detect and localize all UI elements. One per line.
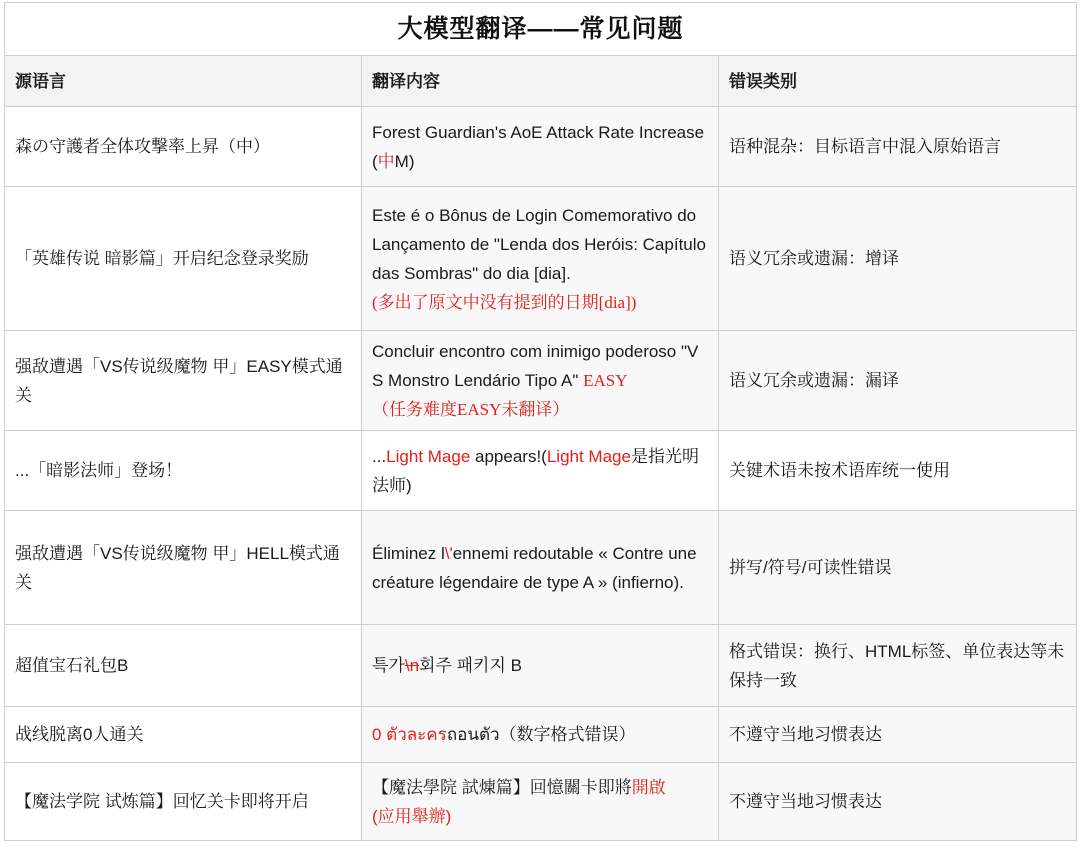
translation-text: ถอนตัว（数字格式错误） xyxy=(446,725,636,744)
translation-text: Éliminez l xyxy=(372,543,445,563)
table-row xyxy=(5,107,1077,187)
highlighted-error-text: ) xyxy=(445,806,452,826)
translation-text: M) xyxy=(394,151,415,171)
highlighted-error-text: 0 ตัวละคร xyxy=(372,725,447,744)
table-row xyxy=(5,625,1077,707)
table-row xyxy=(5,331,1077,431)
translation-text: Este é o Bônus de Login Comemorativo do Lançamento de "Lenda dos Heróis: Capítulo das Sombras" do dia [dia]. xyxy=(372,205,706,283)
highlighted-error-text: (多出了原文中没有提到的日期[dia]) xyxy=(372,292,637,312)
source-text-cell: 强敌遭遇「VS传说级魔物 甲」HELL模式通关 xyxy=(5,511,362,625)
error-category-cell: 拼写/符号/可读性错误 xyxy=(719,511,1077,625)
source-text-cell: 「英雄传说 暗影篇」开启纪念登录奖励 xyxy=(5,187,362,331)
highlighted-error-text: \' xyxy=(444,543,453,563)
faq-table xyxy=(4,2,1077,841)
translation-text: appears!( xyxy=(470,446,547,466)
highlighted-error-text: (应用 xyxy=(372,806,412,826)
translation-cell xyxy=(362,625,719,707)
translation-cell xyxy=(362,707,719,763)
highlighted-error-text: 舉辦 xyxy=(411,806,446,826)
source-text-cell: 森の守護者全体攻撃率上昇（中） xyxy=(5,107,362,187)
table-row xyxy=(5,431,1077,511)
highlighted-error-text: 開啟 xyxy=(631,777,666,797)
translation-text: Concluir encontro com inimigo poderoso "VS Monstro Lendário Tipo A" xyxy=(372,342,699,390)
translation-text: ennemi redoutable « Contre une créature légendaire de type A » (infierno). xyxy=(372,543,697,592)
translation-text: Forest Guardian's AoE Attack Rate Increase ( xyxy=(372,122,705,171)
highlighted-error-text: Light Mage xyxy=(546,446,631,466)
highlighted-error-text: Light Mage xyxy=(386,446,471,466)
table-row xyxy=(5,511,1077,625)
translation-cell xyxy=(362,187,719,331)
table-title: 大模型翻译——常见问题 xyxy=(5,3,1077,56)
source-text-cell: 超值宝石礼包B xyxy=(5,625,362,707)
translation-text: 【魔法學院 試煉篇】回憶關卡即將 xyxy=(372,777,632,797)
table-row xyxy=(5,187,1077,331)
header-error-category: 错误类别 xyxy=(719,56,1077,107)
error-category-cell: 语义冗余或遗漏：增译 xyxy=(719,187,1077,331)
table-row xyxy=(5,763,1077,841)
translation-cell xyxy=(362,107,719,187)
error-category-cell: 语义冗余或遗漏：漏译 xyxy=(719,331,1077,431)
error-category-cell: 不遵守当地习惯表达 xyxy=(719,763,1077,841)
table-body xyxy=(5,107,1077,841)
header-source-language: 源语言 xyxy=(5,56,362,107)
error-category-cell: 关键术语未按术语库统一使用 xyxy=(719,431,1077,511)
error-category-cell: 格式错误：换行、HTML标签、单位表达等未保持一致 xyxy=(719,625,1077,707)
highlighted-error-text: （任务难度EASY未翻译） xyxy=(372,400,570,419)
source-text-cell: 【魔法学院 试炼篇】回忆关卡即将开启 xyxy=(5,763,362,841)
header-translation: 翻译内容 xyxy=(362,56,719,107)
translation-cell xyxy=(362,511,719,625)
source-text-cell: 强敌遭遇「VS传说级魔物 甲」EASY模式通关 xyxy=(5,331,362,431)
highlighted-error-text: \n xyxy=(404,656,420,675)
translation-text: 회주 패키지 B xyxy=(419,656,522,675)
source-text-cell: 战线脱离0人通关 xyxy=(5,707,362,763)
translation-text: 특가 xyxy=(372,656,405,675)
error-category-cell: 不遵守当地习惯表达 xyxy=(719,707,1077,763)
source-text-cell: ...「暗影法师」登场！ xyxy=(5,431,362,511)
highlighted-error-text: 中 xyxy=(377,151,395,171)
translation-cell xyxy=(362,763,719,841)
translation-text: ... xyxy=(372,446,387,466)
translation-cell xyxy=(362,431,719,511)
highlighted-error-text: EASY xyxy=(583,371,628,390)
translation-cell xyxy=(362,331,719,431)
table-row xyxy=(5,707,1077,763)
translation-text: 是指光明法师) xyxy=(372,446,699,495)
error-category-cell: 语种混杂：目标语言中混入原始语言 xyxy=(719,107,1077,187)
